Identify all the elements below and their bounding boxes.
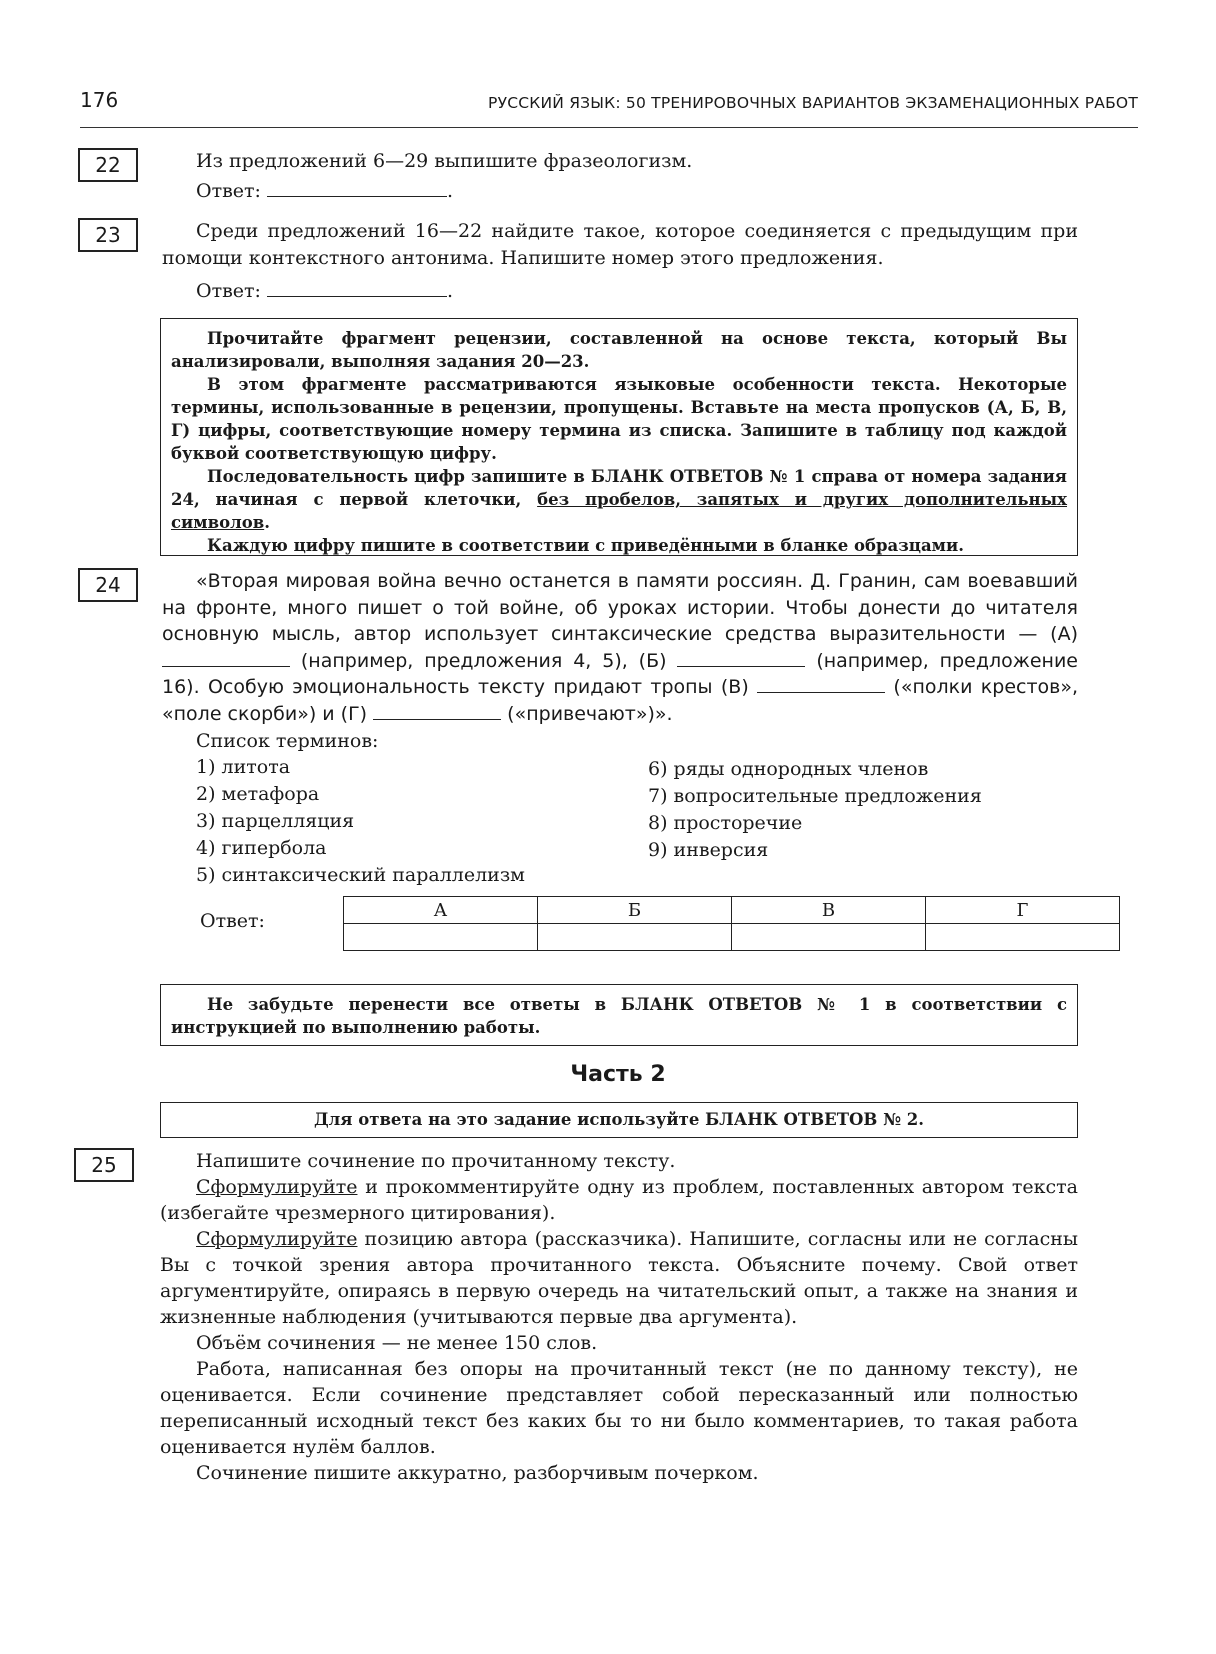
part-2-instruction: Для ответа на это задание используйте БЛАНК ОТВЕТОВ № 2. [314, 1110, 924, 1129]
answer-label: Ответ: [196, 180, 261, 202]
blank-B[interactable] [677, 648, 805, 667]
reminder-box [160, 984, 1078, 1046]
header-divider [80, 127, 1138, 128]
task-23-text: Среди предложений 16—22 найдите такое, которое соединяется с предыдущим при помощи контекстного антонима. Напишите номер этого предложения. [162, 220, 1078, 269]
header-G: Г [926, 897, 1120, 924]
term-5: 5) синтаксический параллелизм [196, 864, 525, 886]
blank-G[interactable] [373, 701, 501, 720]
answer-cell-V[interactable] [732, 924, 926, 951]
instruction-p4: Каждую цифру пишите в соответствии с приведёнными в бланке образцами. [207, 536, 964, 555]
task-number-23: 23 [78, 218, 138, 252]
term-4: 4) гипербола [196, 837, 327, 859]
review-fragment: «Вторая мировая война вечно останется в памяти россиян. Д. Гранин, сам воевавший на фронте, много пишет о той войне, об уроках истории. Чтобы донести до читателя основную мысль, автор использует синтаксические средства выразительности — (А) (например, предложения 4, 5), (Б) (например, предложение 16). Особую эмоциональность тексту придают тропы (В) («полки крестов», «поле скорби») и (Г) («привечают»)». [162, 570, 1079, 725]
term-9: 9) инверсия [648, 839, 769, 861]
reminder-text: Не забудьте перенести все ответы в БЛАНК ОТВЕТОВ № 1 в соответствии с инструкцией по выполнению работы. [171, 995, 1067, 1037]
task-25-p3: Сформулируйте позицию автора (рассказчика). Напишите, согласны или не согласны Вы с точкой зрения автора прочитанного текста. Объясните почему. Свой ответ аргументируйте, опираясь в первую очередь на читательский опыт, а также на знания и жизненные наблюдения (учитываются первые два аргумента). [160, 1228, 1078, 1328]
task-25-p2: Сформулируйте и прокомментируйте одну из проблем, поставленных автором текста (избегайте чрезмерного цитирования). [160, 1176, 1078, 1224]
terms-list-right [648, 756, 1068, 864]
part-2-instruction-box [160, 1102, 1078, 1138]
blank-A[interactable] [162, 648, 290, 667]
term-1: 1) литота [196, 756, 291, 778]
task-number-24: 24 [78, 568, 138, 602]
term-3: 3) парцелляция [196, 810, 355, 832]
header-V: В [732, 897, 926, 924]
term-2: 2) метафора [196, 783, 320, 805]
task-22-text: Из предложений 6—29 выпишите фразеологизм. [196, 150, 693, 172]
instruction-p1: Прочитайте фрагмент рецензии, составленной на основе текста, который Вы анализировали, выполняя задания 20—23. [171, 329, 1067, 371]
terms-list-left [196, 754, 616, 889]
blank-V[interactable] [757, 674, 885, 693]
instruction-p2: В этом фрагменте рассматриваются языковые особенности текста. Некоторые термины, использованные в рецензии, пропущены. Вставьте на места пропусков (А, Б, В, Г) цифры, соответствующие номеру термина из списка. Запишите в таблицу под каждой буквой соответствующую цифру. [171, 375, 1067, 463]
answer-cell-G[interactable] [926, 924, 1120, 951]
task-23-answer: Ответ: . [196, 280, 453, 302]
header-A: А [344, 897, 538, 924]
header-B: Б [538, 897, 732, 924]
term-6: 6) ряды однородных членов [648, 758, 929, 780]
task-25-p4: Объём сочинения — не менее 150 слов. [196, 1332, 598, 1354]
task-number-22: 22 [78, 148, 138, 182]
part-2-title: Часть 2 [570, 1062, 666, 1087]
terms-label: Список терминов: [196, 730, 379, 752]
task-number-25: 25 [74, 1148, 134, 1182]
table-answer-label: Ответ: [200, 910, 265, 932]
task-25-p6: Сочинение пишите аккуратно, разборчивым почерком. [196, 1462, 759, 1484]
term-7: 7) вопросительные предложения [648, 785, 982, 807]
answer-field[interactable] [267, 278, 447, 297]
answer-label: Ответ: [196, 280, 261, 302]
page-number: 176 [80, 88, 119, 112]
answer-cell-A[interactable] [344, 924, 538, 951]
answer-table [343, 896, 1120, 951]
instruction-box [160, 318, 1078, 556]
instruction-p3: Последовательность цифр запишите в БЛАНК ОТВЕТОВ № 1 справа от номера задания 24, начиная с первой клеточки, без пробелов, запятых и других дополнительных символов. [171, 467, 1067, 532]
task-25-text [160, 1148, 1078, 1486]
running-header: РУССКИЙ ЯЗЫК: 50 ТРЕНИРОВОЧНЫХ ВАРИАНТОВ ЭКЗАМЕНАЦИОННЫХ РАБОТ [488, 94, 1138, 112]
task-25-p5: Работа, написанная без опоры на прочитанный текст (не по данному тексту), не оценивается. Если сочинение представляет собой пересказанный или полностью переписанный исходный текст без каких бы то ни было комментариев, то такая работа оценивается нулём баллов. [160, 1358, 1078, 1458]
answer-field[interactable] [267, 178, 447, 197]
task-22-answer: Ответ: . [196, 180, 453, 202]
term-8: 8) просторечие [648, 812, 803, 834]
task-25-p1: Напишите сочинение по прочитанному тексту. [196, 1150, 676, 1172]
answer-cell-B[interactable] [538, 924, 732, 951]
